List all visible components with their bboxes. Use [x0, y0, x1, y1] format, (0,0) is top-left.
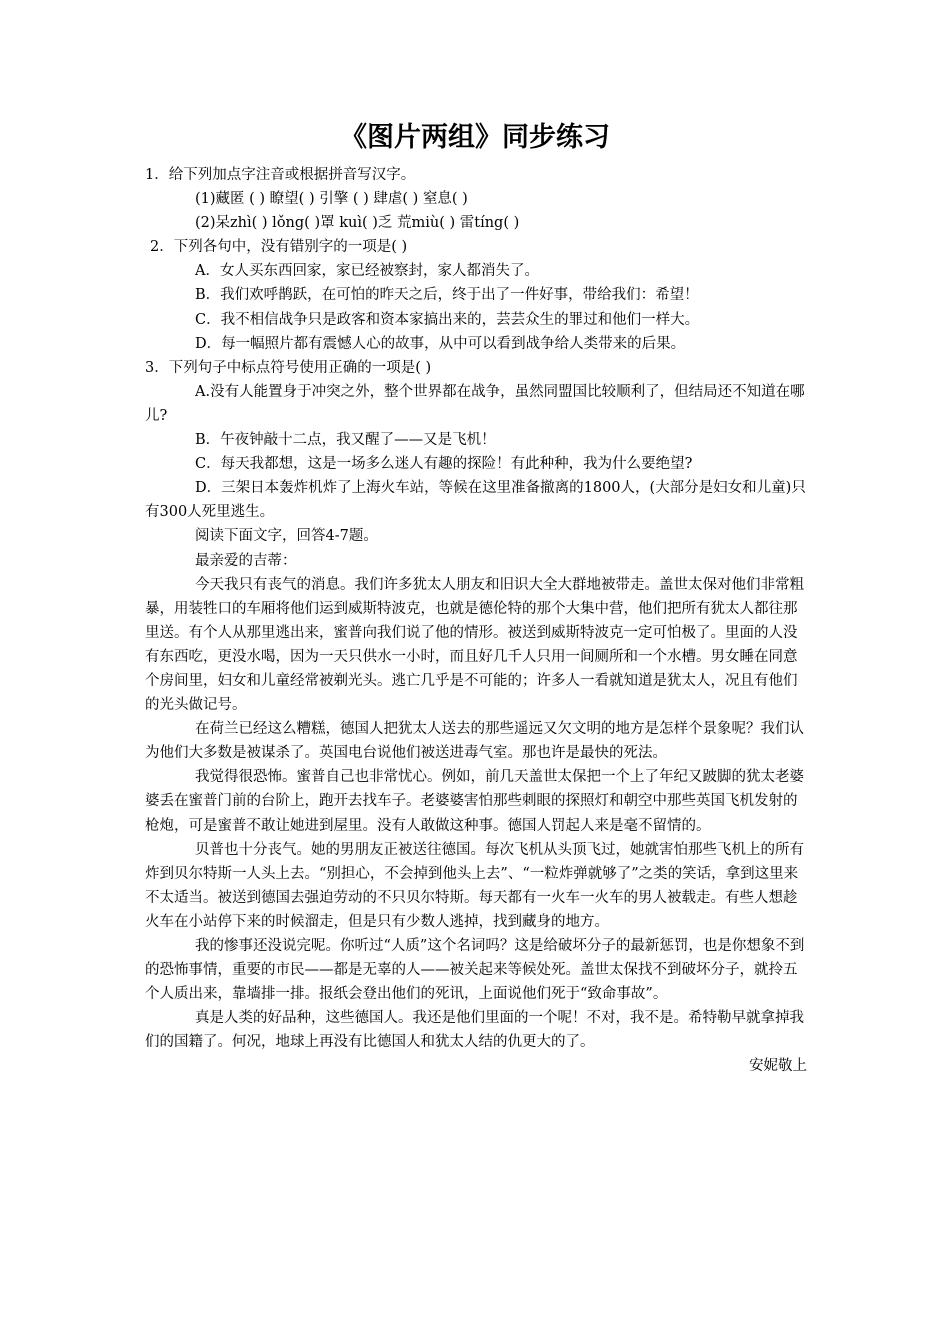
- letter-signature: 安妮敬上: [749, 1058, 807, 1075]
- question-2-option-b: B．我们欢呼鹊跃，在可怕的昨天之后，终于出了一件好事，带给我们：希望！: [195, 287, 699, 304]
- question-3-option-d: D．三架日本轰炸机炸了上海火车站，等候在这里准备撤离的1800人，(大部分是妇女和儿童)只有300人死里逃生。: [145, 480, 806, 521]
- question-2-option-d: D．每一幅照片都有震憾人心的故事，从中可以看到战争给人类带来的后果。: [195, 335, 686, 352]
- letter-paragraph: 真是人类的好品种，这些德国人。我还是他们里面的一个呢！不对，我不是。希特勒早就拿掉我们的国籍了。何况，地球上再没有比德国人和犹太人结的仇更大的了。: [145, 1010, 804, 1051]
- letter-paragraph: 贝普也十分丧气。她的男朋友正被送往德国。每次飞机从头顶飞过，她就害怕那些飞机上的所有炸到贝尔特斯一人头上去。“别担心，不会掉到他头上去”、“一粒炸弹就够了”之类的笑话，拿到这里来不太适当。被送到德国去强迫劳动的不只贝尔特斯。每天都有一火车一火车的男人被载走。有些人想趁火车在小站停下来的时候溜走，但是只有少数人逃掉，找到藏身的地方。: [145, 841, 804, 930]
- letter-paragraph: 今天我只有丧气的消息。我们许多犹太人朋友和旧识大全大群地被带走。盖世太保对他们非常粗暴，用装牲口的车厢将他们运到威斯特波克，也就是德伦特的那个大集中营，他们把所有犹太人都往那里送。有个人从那里逃出来，蜜普向我们说了他的情形。被送到威斯特波克一定可怕极了。里面的人没有东西吃，更没水喝，因为一天只供水一小时，而且好几千人只用一间厕所和一个水槽。男女睡在同意个房间里，妇女和儿童经常被剃光头。逃亡几乎是不可能的；许多人一看就知道是犹太人，况且有他们的光头做记号。: [145, 576, 804, 714]
- question-3-stem: 3．下列句子中标点符号使用正确的一项是( ): [145, 359, 432, 376]
- page-title: 《图片两组》同步练习: [340, 122, 610, 153]
- question-1-line-1: (1)藏匿 ( ) 瞭望( ) 引擎 ( ) 肆虐( ) 窒息( ): [195, 191, 468, 208]
- question-1-stem: 1．给下列加点字注音或根据拼音写汉字。: [145, 167, 416, 183]
- question-3-option-b: B．午夜钟敲十二点，我又醒了——又是飞机！: [195, 432, 496, 449]
- question-1-line-2: (2)呆zhì( ) lǒng( )罩 kuì( )乏 荒miù( ) 雷tíng( ): [195, 215, 520, 232]
- letter-salutation: 最亲爱的吉蒂：: [195, 552, 297, 569]
- exercise-content: [145, 163, 807, 1079]
- letter-paragraph: 我的惨事还没说完呢。你听过“人质”这个名词吗？这是给破坏分子的最新惩罚，也是你想象不到的恐怖事情，重要的市民——都是无辜的人——被关起来等候处死。盖世太保找不到破坏分子，就拎五个人质出来，靠墙排一排。报纸会登出他们的死讯，上面说他们死于“致命事故”。: [145, 938, 805, 1003]
- question-2-option-a: A．女人买东西回家，家已经被察封，家人都消失了。: [195, 263, 539, 280]
- letter-paragraph: 我觉得很恐怖。蜜普自己也非常忧心。例如，前几天盖世太保把一个上了年纪又跛脚的犹太老婆婆丢在蜜普门前的台阶上，跑开去找车子。老婆婆害怕那些刺眼的探照灯和朝空中那些英国飞机发射的枪炮，可是蜜普不敢让她进到屋里。没有人敢做这种事。德国人罚起人来是毫不留情的。: [145, 769, 804, 834]
- question-2-option-c: C．我不相信战争只是政客和资本家搞出来的，芸芸众生的罪过和他们一样大。: [195, 311, 700, 328]
- question-3-option-a: A.没有人能置身于冲突之外，整个世界都在战争，虽然同盟国比较顺利了，但结局还不知道在哪儿?: [145, 383, 805, 424]
- question-3-option-c: C．每天我都想，这是一场多么迷人有趣的探险！有此种种，我为什么要绝望?: [195, 456, 693, 473]
- reading-instruction: 阅读下面文字，回答4-7题。: [195, 528, 378, 545]
- letter-paragraph: 在荷兰已经这么糟糕，德国人把犹太人送去的那些遥远又欠文明的地方是怎样个景象呢？我们认为他们大多数是被谋杀了。英国电台说他们被送进毒气室。那也许是最快的死法。: [145, 721, 804, 762]
- question-2-stem: 2．下列各句中，没有错别字的一项是( ): [150, 239, 408, 256]
